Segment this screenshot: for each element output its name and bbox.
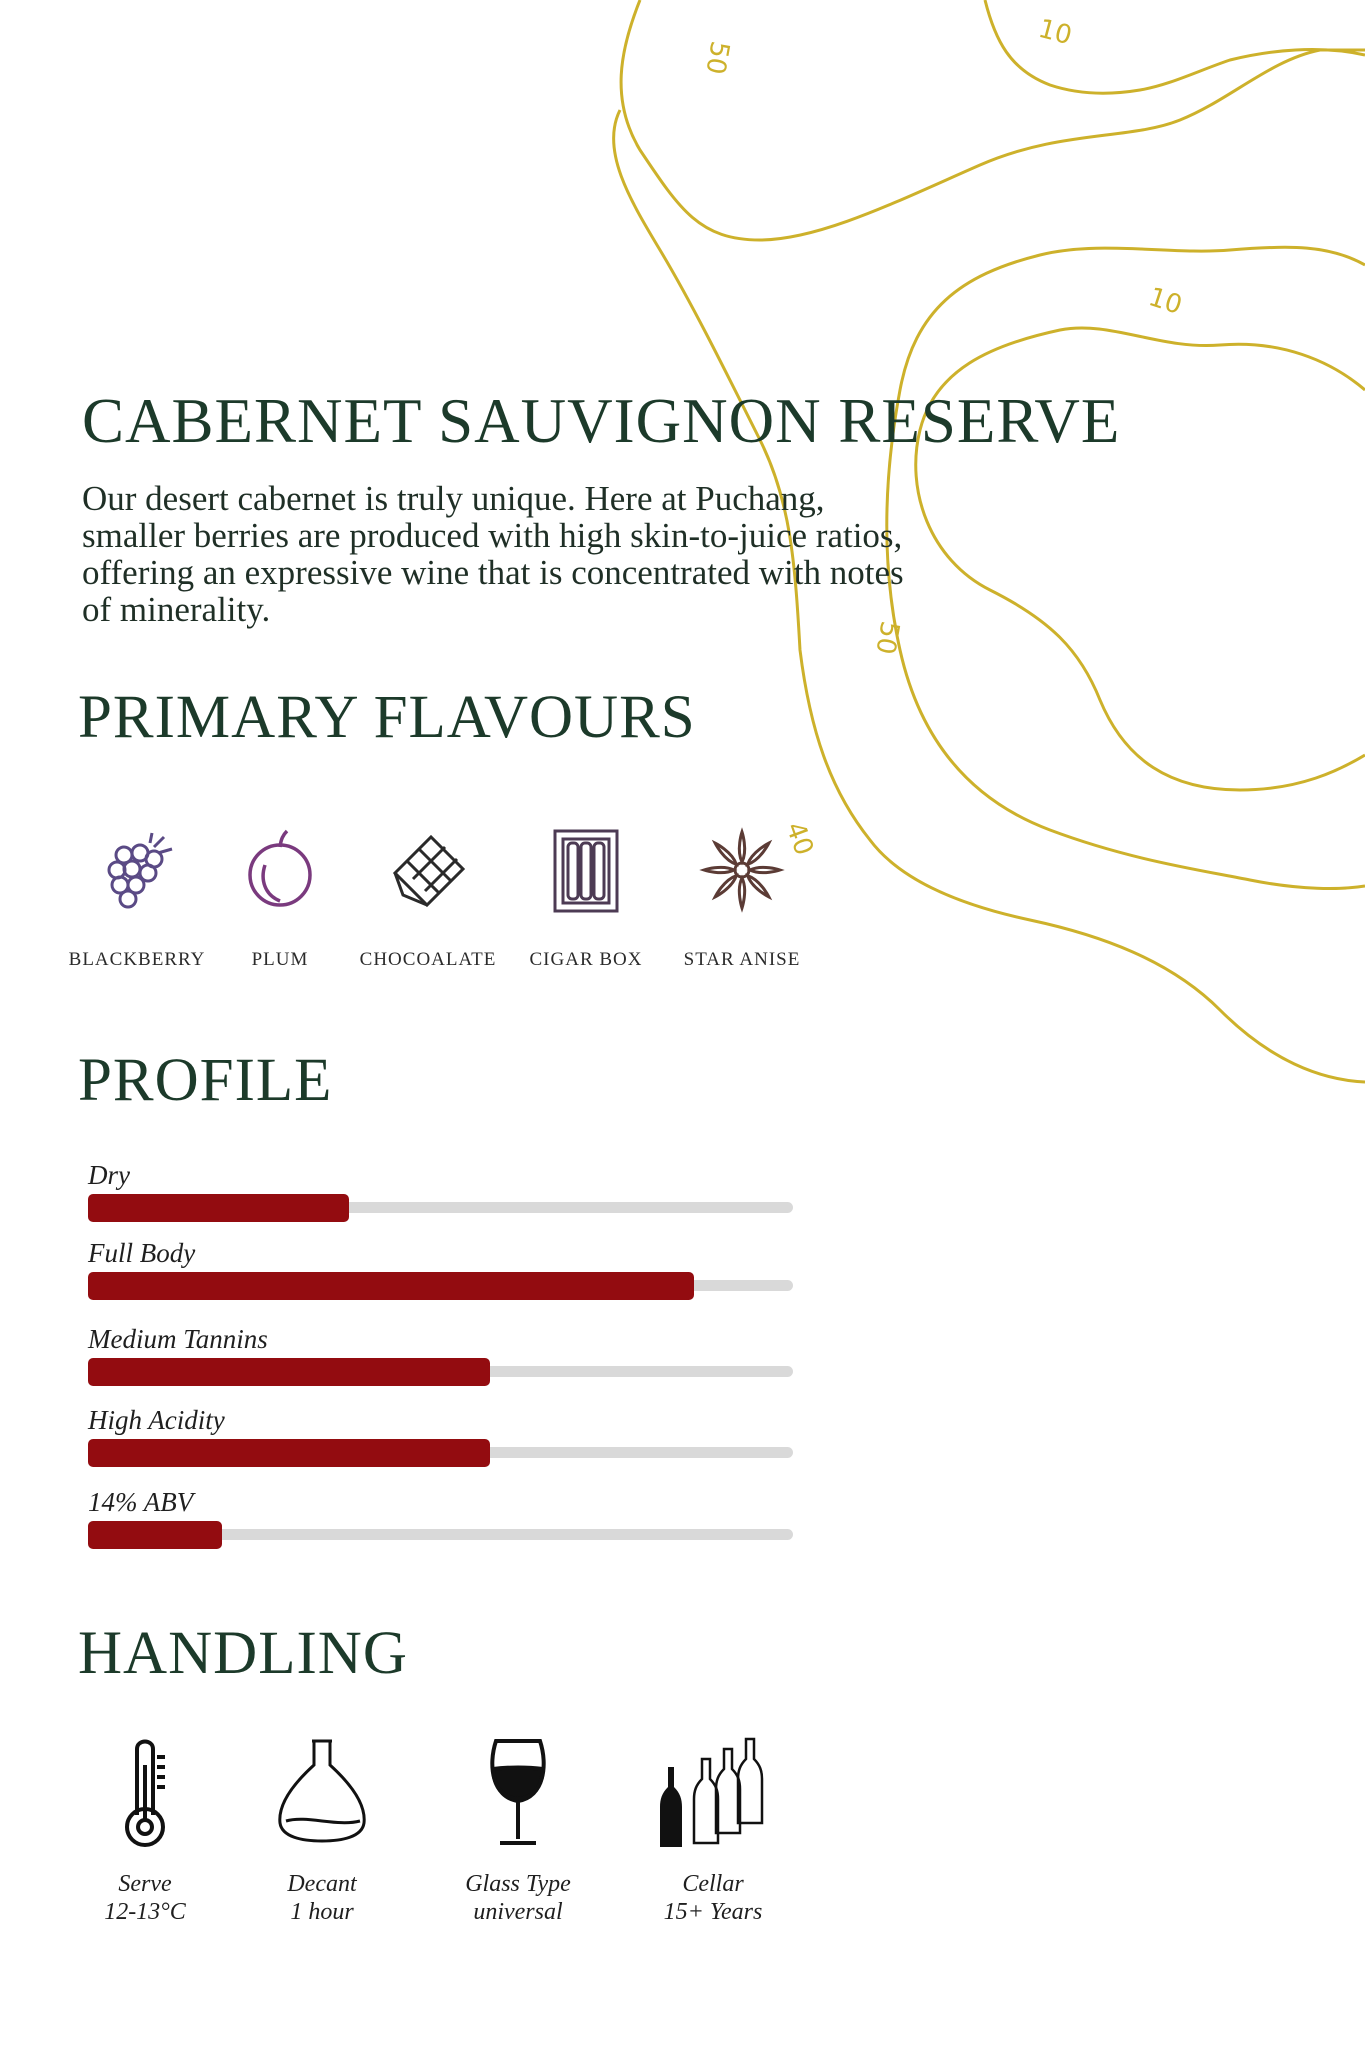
handling-glass bbox=[433, 1735, 603, 1926]
flavour-cigar-box bbox=[501, 825, 671, 971]
blackberry-icon bbox=[92, 825, 182, 915]
contour-label: 10 bbox=[1035, 13, 1075, 52]
profile-bar bbox=[88, 1439, 490, 1467]
handling-value: universal bbox=[473, 1899, 563, 1925]
handling-value: 12-13°C bbox=[104, 1899, 186, 1925]
profile-bar bbox=[88, 1194, 349, 1222]
profile-heading: PROFILE bbox=[78, 1047, 333, 1114]
handling-value: 1 hour bbox=[290, 1899, 354, 1925]
profile-label: High Acidity bbox=[88, 1405, 225, 1435]
contour-label: 50 bbox=[699, 38, 735, 77]
handling-decant bbox=[237, 1735, 407, 1926]
profile-row-acidity bbox=[88, 1405, 793, 1475]
contour-label: 10 bbox=[1144, 282, 1186, 321]
chocolate-icon bbox=[383, 825, 473, 915]
flavour-chocolate bbox=[343, 825, 513, 971]
flavours-heading: PRIMARY FLAVOURS bbox=[78, 684, 696, 751]
profile-bar bbox=[88, 1521, 222, 1549]
profile-label: 14% ABV bbox=[88, 1487, 194, 1517]
plum-icon bbox=[235, 825, 325, 915]
handling-label: Serve bbox=[118, 1871, 172, 1897]
cigar-box-icon bbox=[541, 825, 631, 915]
handling-label: Cellar bbox=[682, 1871, 744, 1897]
handling-label: Decant bbox=[287, 1871, 357, 1897]
profile-row-dry bbox=[88, 1160, 793, 1230]
contour-label: 50 bbox=[869, 618, 905, 657]
flavour-label: CHOCOALATE bbox=[359, 949, 497, 970]
profile-bar bbox=[88, 1272, 694, 1300]
flavour-label: BLACKBERRY bbox=[68, 949, 206, 970]
profile-row-abv bbox=[88, 1487, 793, 1557]
handling-serve bbox=[60, 1735, 230, 1926]
flavour-label: PLUM bbox=[251, 949, 309, 970]
wine-glass-icon bbox=[468, 1735, 568, 1850]
handling-cellar bbox=[628, 1735, 798, 1926]
flavour-label: CIGAR BOX bbox=[529, 949, 643, 970]
profile-label: Medium Tannins bbox=[88, 1324, 268, 1354]
profile-label: Full Body bbox=[88, 1238, 196, 1268]
handling-heading: HANDLING bbox=[78, 1620, 408, 1687]
handling-label: Glass Type bbox=[465, 1871, 571, 1897]
flavour-star-anise bbox=[657, 825, 827, 971]
profile-row-tannins bbox=[88, 1324, 793, 1394]
handling-value: 15+ Years bbox=[663, 1899, 763, 1925]
wine-title: CABERNET SAUVIGNON RESERVE bbox=[82, 386, 1121, 456]
wine-bottles-icon bbox=[648, 1735, 778, 1850]
flavour-label: STAR ANISE bbox=[683, 949, 801, 970]
profile-row-body bbox=[88, 1238, 793, 1308]
profile-label: Dry bbox=[88, 1160, 130, 1190]
wine-description: Our desert cabernet is truly unique. Here at Puchang, smaller berries are produced with high skin-to-juice ratios, offering an expressive wine that is concentrated with notes of minerality. bbox=[82, 479, 904, 629]
flavour-plum bbox=[195, 825, 365, 971]
decanter-icon bbox=[272, 1735, 372, 1850]
star-anise-icon bbox=[697, 825, 787, 915]
profile-bar bbox=[88, 1358, 490, 1386]
contour-label: 40 bbox=[779, 818, 819, 860]
thermometer-icon bbox=[95, 1735, 195, 1850]
